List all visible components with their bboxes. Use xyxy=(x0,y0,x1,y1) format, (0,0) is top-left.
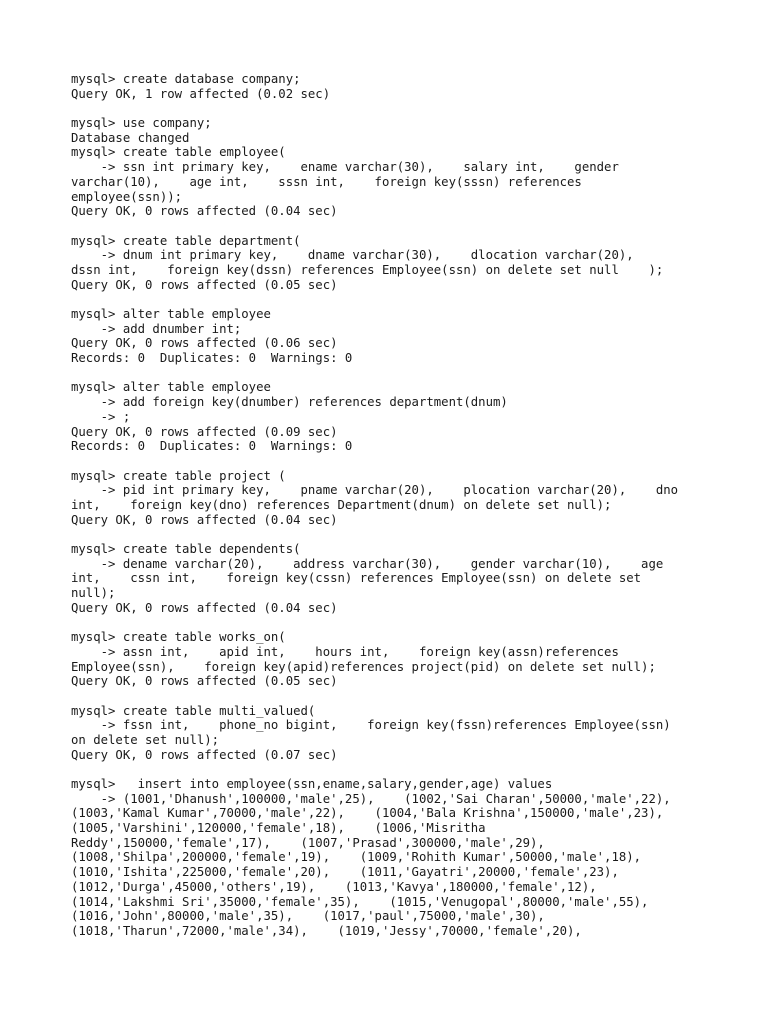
text-line: mysql> create table department( xyxy=(71,233,301,248)
blank-line xyxy=(71,366,721,381)
text-line: -> dename varchar(20), address varchar(30), gender varchar(10), age xyxy=(71,556,664,571)
text-line: Query OK, 0 rows affected (0.04 sec) xyxy=(71,204,338,219)
text-line: (1010,'Ishita',225000,'female',20), (1011,'Gayatri',20000,'female',23), xyxy=(71,865,619,880)
text-line: mysql> insert into employee(ssn,ename,salary,gender,age) values xyxy=(71,777,553,791)
text-line: Records: 0 Duplicates: 0 Warnings: 0 xyxy=(71,351,353,366)
blank-line xyxy=(71,454,721,469)
blank-line xyxy=(71,615,721,630)
text-line: mysql> create table project ( xyxy=(71,468,286,483)
text-line: dssn int, foreign key(dssn) references Employee(ssn) on delete set null ); xyxy=(71,262,664,277)
blank-line xyxy=(71,689,721,704)
text-line: Reddy',150000,'female',17), (1007,'Prasad',300000,'male',29), xyxy=(71,835,545,850)
text-line: -> dnum int primary key, dname varchar(30), dlocation varchar(20), xyxy=(71,248,634,263)
text-line: -> add foreign key(dnumber) references department(dnum) xyxy=(71,395,508,410)
text-line: (1016,'John',80000,'male',35), (1017,'paul',75000,'male',30), xyxy=(71,909,545,924)
text-line: mysql> create database company; xyxy=(71,72,301,86)
text-line: Database changed xyxy=(71,130,190,145)
text-line: (1018,'Tharun',72000,'male',34), (1019,'Jessy',70000,'female',20), xyxy=(71,923,582,938)
text-line: mysql> create table works_on( xyxy=(71,630,286,645)
text-line: Query OK, 0 rows affected (0.09 sec) xyxy=(71,424,338,439)
blank-line xyxy=(71,219,721,234)
text-line: varchar(10), age int, sssn int, foreign key(sssn) references xyxy=(71,174,582,189)
text-line: int, foreign key(dno) references Department(dnum) on delete set null); xyxy=(71,497,612,512)
text-line: Query OK, 0 rows affected (0.05 sec) xyxy=(71,277,338,292)
blank-line xyxy=(71,292,721,307)
text-line: Records: 0 Duplicates: 0 Warnings: 0 xyxy=(71,439,353,454)
text-line: (1014,'Lakshmi Sri',35000,'female',35), (1015,'Venugopal',80000,'male',55), xyxy=(71,894,649,909)
text-line: -> (1001,'Dhanush',100000,'male',25), (1002,'Sai Charan',50000,'male',22), xyxy=(71,791,671,806)
text-line: (1012,'Durga',45000,'others',19), (1013,'Kavya',180000,'female',12), xyxy=(71,879,597,894)
text-line: (1008,'Shilpa',200000,'female',19), (1009,'Rohith Kumar',50000,'male',18), xyxy=(71,850,642,865)
text-line: null); xyxy=(71,586,116,601)
blank-line xyxy=(71,527,721,542)
text-line: Query OK, 0 rows affected (0.05 sec) xyxy=(71,674,338,689)
text-line: mysql> alter table employee xyxy=(71,307,271,321)
text-line: mysql> create table multi_valued( xyxy=(71,703,316,718)
blank-line xyxy=(71,101,721,116)
text-line: -> assn int, apid int, hours int, foreign key(assn)references xyxy=(71,644,619,659)
text-line: -> ; xyxy=(71,409,131,424)
text-line: Query OK, 0 rows affected (0.06 sec) xyxy=(71,336,338,351)
text-line: -> fssn int, phone_no bigint, foreign key(fssn)references Employee(ssn) xyxy=(71,718,671,733)
text-line: on delete set null); xyxy=(71,732,220,747)
text-line: int, cssn int, foreign key(cssn) references Employee(ssn) on delete set xyxy=(71,571,642,586)
document-page xyxy=(71,72,721,939)
text-line: -> add dnumber int; xyxy=(71,321,242,336)
text-line: Query OK, 0 rows affected (0.04 sec) xyxy=(71,512,338,527)
text-line: mysql> alter table employee xyxy=(71,380,271,395)
text-line: -> pid int primary key, pname varchar(20), plocation varchar(20), dno xyxy=(71,483,679,498)
text-line: Employee(ssn), foreign key(apid)references project(pid) on delete set null); xyxy=(71,659,656,674)
text-line: mysql> create table dependents( xyxy=(71,542,301,556)
text-line: (1005,'Varshini',120000,'female',18), (1006,'Misritha xyxy=(71,821,486,836)
terminal-log xyxy=(71,72,721,939)
text-line: mysql> use company; xyxy=(71,116,212,131)
text-line: mysql> create table employee( xyxy=(71,145,286,160)
text-line: Query OK, 0 rows affected (0.04 sec) xyxy=(71,600,338,615)
text-line: -> ssn int primary key, ename varchar(30), salary int, gender xyxy=(71,160,619,175)
text-line: (1003,'Kamal Kumar',70000,'male',22), (1004,'Bala Krishna',150000,'male',23), xyxy=(71,806,664,821)
text-line: employee(ssn)); xyxy=(71,189,183,204)
text-line: Query OK, 0 rows affected (0.07 sec) xyxy=(71,747,338,762)
blank-line xyxy=(71,762,721,777)
text-line: Query OK, 1 row affected (0.02 sec) xyxy=(71,86,331,101)
